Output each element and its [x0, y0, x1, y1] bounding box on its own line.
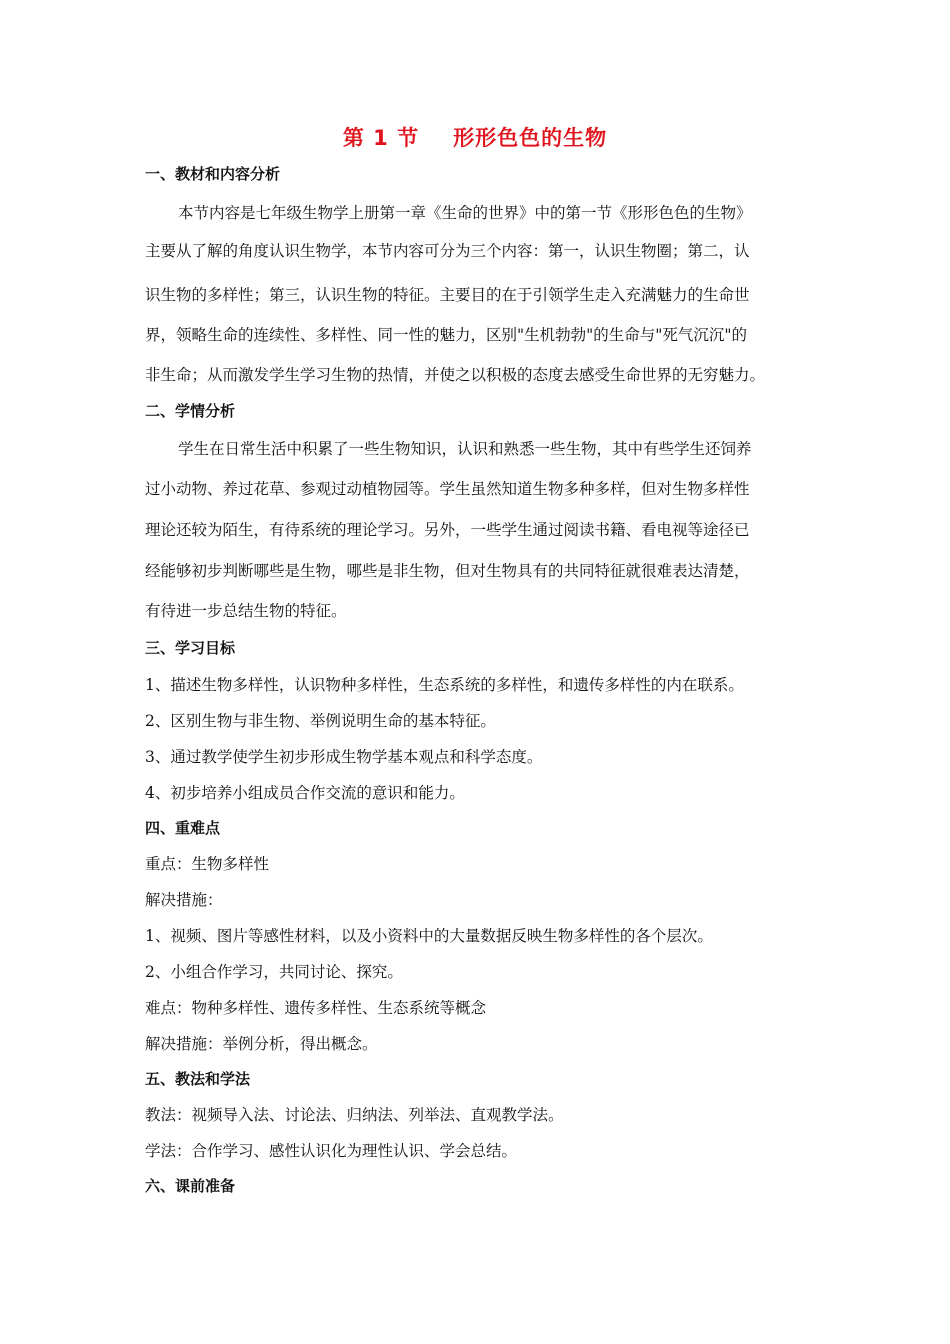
paragraph-line: 学法：合作学习、感性认识化为理性认识、学会总结。 — [145, 1142, 518, 1160]
title-name: 形形色色的生物 — [453, 126, 608, 150]
title-number: 第 1 节 — [342, 126, 420, 150]
page-title — [0, 122, 950, 152]
section-heading-3: 三、学习目标 — [145, 639, 236, 657]
paragraph-line: 主要从了解的角度认识生物学，本节内容可分为三个内容：第一，认识生物圈；第二，认 — [145, 242, 750, 260]
paragraph-line: 非生命；从而激发学生学习生物的热情，并使之以积极的态度去感受生命世界的无穷魅力。 — [145, 366, 766, 384]
section-heading-5: 五、教法和学法 — [145, 1070, 251, 1088]
paragraph-line: 过小动物、养过花草、参观过动植物园等。学生虽然知道生物多种多样，但对生物多样性 — [145, 480, 750, 498]
section-heading-2: 二、学情分析 — [145, 402, 236, 420]
section-heading-6: 六、课前准备 — [145, 1177, 236, 1195]
paragraph-line: 经能够初步判断哪些是生物，哪些是非生物，但对生物具有的共同特征就很难表达清楚， — [145, 562, 750, 580]
section-heading-4: 四、重难点 — [145, 819, 221, 837]
paragraph-line: 界，领略生命的连续性、多样性、同一性的魅力，区别"生机勃勃"的生命与"死气沉沉"的 — [145, 326, 748, 344]
paragraph-line: 教法：视频导入法、讨论法、归纳法、列举法、直观教学法。 — [145, 1106, 564, 1124]
list-item: 2、区别生物与非生物、举例说明生命的基本特征。 — [145, 712, 496, 730]
paragraph-line: 解决措施：举例分析，得出概念。 — [145, 1035, 378, 1053]
paragraph-line: 难点：物种多样性、遗传多样性、生态系统等概念 — [145, 999, 487, 1017]
section-heading-1: 一、教材和内容分析 — [145, 165, 281, 183]
list-item: 4、初步培养小组成员合作交流的意识和能力。 — [145, 784, 465, 802]
list-item: 1、视频、图片等感性材料，以及小资料中的大量数据反映生物多样性的各个层次。 — [145, 927, 713, 945]
paragraph-line: 理论还较为陌生，有待系统的理论学习。另外，一些学生通过阅读书籍、看电视等途径已 — [145, 521, 750, 539]
list-item: 2、小组合作学习，共同讨论、探究。 — [145, 963, 403, 981]
paragraph-line: 学生在日常生活中积累了一些生物知识，认识和熟悉一些生物，其中有些学生还饲养 — [178, 440, 752, 458]
list-item: 1、描述生物多样性，认识物种多样性，生态系统的多样性，和遗传多样性的内在联系。 — [145, 676, 744, 694]
paragraph-line: 解决措施： — [145, 891, 223, 909]
paragraph-line: 本节内容是七年级生物学上册第一章《生命的世界》中的第一节《形形色色的生物》 — [178, 204, 752, 222]
paragraph-line: 重点：生物多样性 — [145, 855, 270, 873]
paragraph-line: 识生物的多样性；第三，认识生物的特征。主要目的在于引领学生走入充满魅力的生命世 — [145, 286, 750, 304]
list-item: 3、通过教学使学生初步形成生物学基本观点和科学态度。 — [145, 748, 543, 766]
paragraph-line: 有待进一步总结生物的特征。 — [145, 602, 347, 620]
